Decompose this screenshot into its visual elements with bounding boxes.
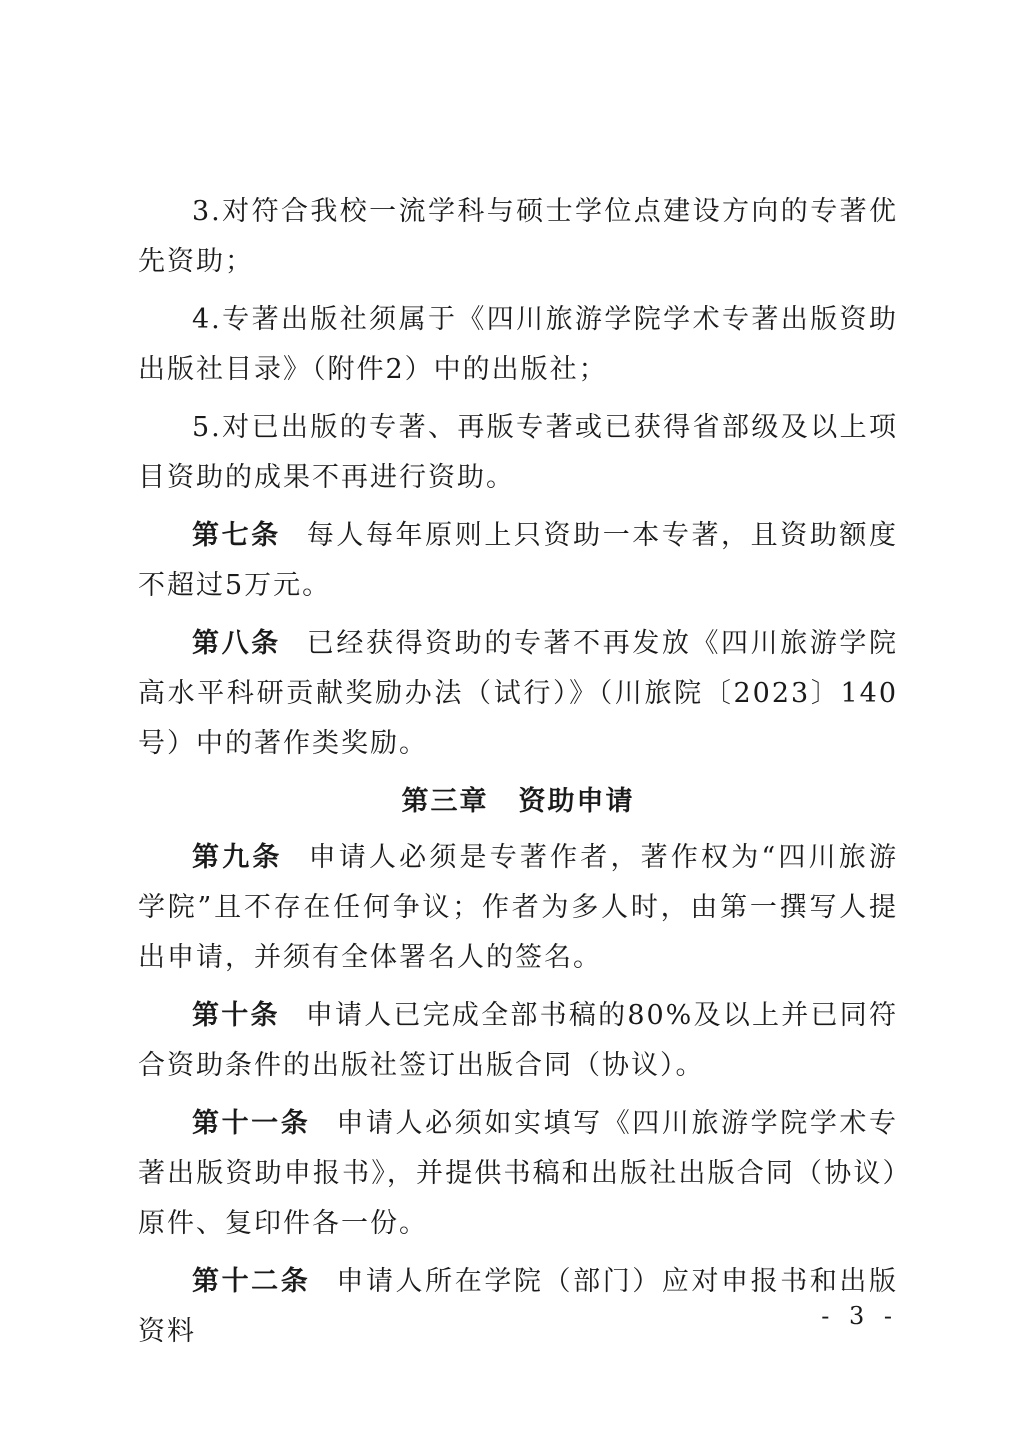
document-body — [138, 187, 898, 1365]
chapter-title: 资助申请 — [518, 786, 635, 817]
clause-item-5: 5.对已出版的专著、再版专著或已获得省部级及以上项目资助的成果不再进行资助。 — [138, 412, 898, 493]
article-7-text: 每人每年原则上只资助一本专著，且资助额度不超过5万元。 — [138, 520, 899, 601]
page-number: - 3 - — [821, 1302, 898, 1330]
chapter-heading — [138, 777, 898, 827]
article-11-label: 第十一条 — [192, 1108, 311, 1139]
article-12-text: 申请人所在学院（部门）应对申报书和出版资料 — [138, 1266, 899, 1347]
article-12 — [138, 1257, 898, 1357]
clause-item-3: 3.对符合我校一流学科与硕士学位点建设方向的专著优先资助； — [138, 196, 898, 277]
article-8-text: 已经获得资助的专著不再发放《四川旅游学院高水平科研贡献奖励办法（试行）》（川旅院〔2023〕140号）中的著作类奖励。 — [138, 628, 899, 759]
article-7-label: 第七条 — [192, 520, 281, 551]
article-9-text: 申请人必须是专著作者，著作权为“四川旅游学院”且不存在任何争议；作者为多人时，由第一撰写人提出申请，并须有全体署名人的签名。 — [138, 842, 898, 973]
article-11 — [138, 1099, 898, 1249]
clause-item-4: 4.专著出版社须属于《四川旅游学院学术专著出版资助出版社目录》（附件2）中的出版社； — [138, 304, 898, 385]
article-10-text: 申请人已完成全部书稿的80%及以上并已同符合资助条件的出版社签订出版合同（协议）。 — [138, 1000, 899, 1081]
article-11-text: 申请人必须如实填写《四川旅游学院学术专著出版资助申报书》，并提供书稿和出版社出版合同（协议）原件、复印件各一份。 — [138, 1108, 899, 1239]
chapter-number: 第三章 — [401, 786, 489, 817]
article-7 — [138, 511, 898, 611]
article-8-label: 第八条 — [192, 628, 281, 659]
article-8 — [138, 619, 898, 769]
article-12-label: 第十二条 — [192, 1266, 311, 1297]
article-10 — [138, 991, 898, 1091]
article-9-label: 第九条 — [192, 842, 283, 873]
article-10-label: 第十条 — [192, 1000, 280, 1031]
article-9 — [138, 833, 898, 983]
